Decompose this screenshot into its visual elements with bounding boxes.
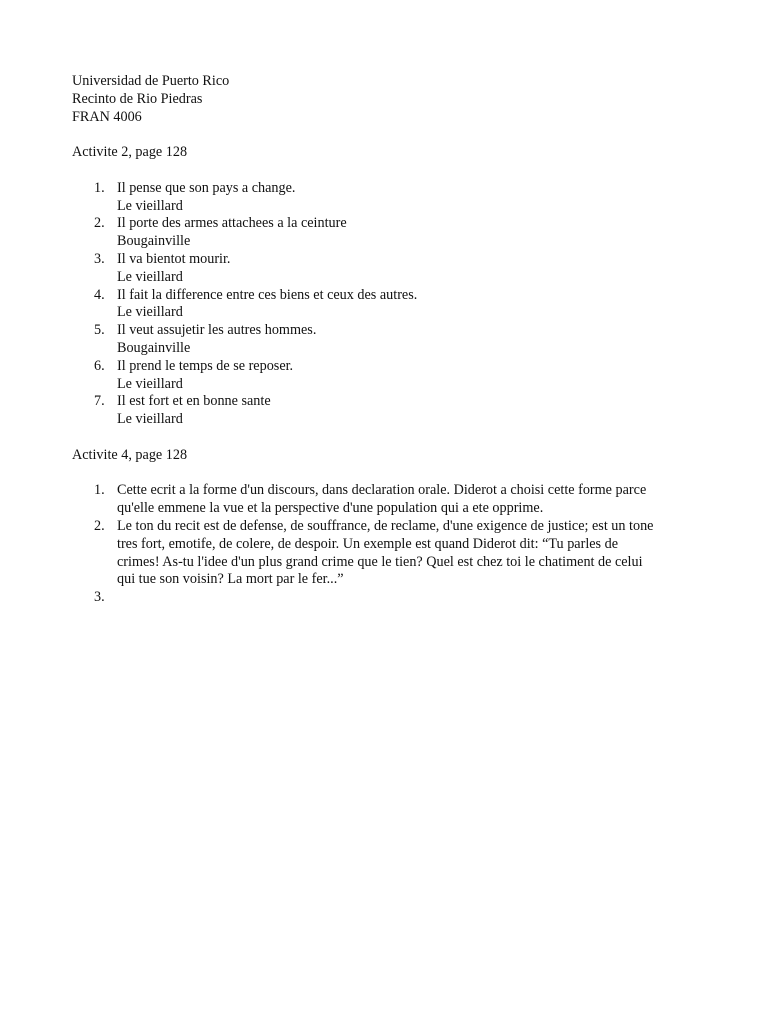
- header-campus: Recinto de Rio Piedras: [72, 90, 203, 107]
- item-answer: Le vieillard: [117, 197, 183, 214]
- item-question: Il pense que son pays a change.: [117, 179, 296, 196]
- activity4-title: Activite 4, page 128: [72, 446, 188, 463]
- list-item: [72, 215, 704, 251]
- list-item: [72, 322, 704, 358]
- spacer: [72, 429, 704, 447]
- item-answer: Bougainville: [117, 233, 191, 250]
- list-item: [72, 287, 704, 323]
- item-question: Il veut assujetir les autres hommes.: [117, 322, 317, 339]
- item-number: 1.: [94, 179, 105, 196]
- list-item: [72, 482, 704, 518]
- document-page: [72, 73, 704, 607]
- header-university: Universidad de Puerto Rico: [72, 73, 230, 89]
- answer-line: qu'elle emmene la vue et la perspective d'une population qui a ete opprime.: [117, 500, 544, 517]
- answer-line: qui tue son voisin? La mort par le fer...”: [117, 571, 344, 588]
- item-question: Il est fort et en bonne sante: [117, 393, 271, 410]
- item-answer: Le vieillard: [117, 375, 183, 392]
- item-number: 6.: [94, 357, 105, 374]
- item-answer: Le vieillard: [117, 304, 183, 321]
- item-answer: Le vieillard: [117, 268, 183, 285]
- spacer: [72, 162, 704, 180]
- item-number: 7.: [94, 393, 105, 410]
- item-question: Il prend le temps de se reposer.: [117, 357, 294, 374]
- list-item: [72, 393, 704, 429]
- item-number: 4.: [94, 286, 105, 303]
- item-question: Il porte des armes attachees a la ceinture: [117, 215, 347, 232]
- activity2-list: [72, 180, 704, 429]
- spacer: [72, 126, 704, 144]
- item-answer: Bougainville: [117, 339, 191, 356]
- activity4-list: [72, 482, 704, 607]
- item-number: 1.: [94, 482, 105, 499]
- item-number: 5.: [94, 322, 105, 339]
- item-number: 2.: [94, 517, 105, 534]
- answer-line: Le ton du recit est de defense, de souffrance, de reclame, d'une exigence de justice; est un tone: [117, 517, 654, 534]
- spacer: [72, 465, 704, 483]
- answer-line: tres fort, emotife, de colere, de despoir. Un exemple est quand Diderot dit: “Tu parles de: [117, 535, 619, 552]
- list-item: [72, 251, 704, 287]
- list-item: [72, 518, 704, 589]
- list-item: [72, 358, 704, 394]
- item-number: 2.: [94, 215, 105, 232]
- item-number: 3.: [94, 250, 105, 267]
- header-course: FRAN 4006: [72, 108, 142, 125]
- item-question: Il va bientot mourir.: [117, 250, 231, 267]
- list-item: [72, 180, 704, 216]
- answer-line: crimes! As-tu l'idee d'un plus grand crime que le tien? Quel est chez toi le chatiment de celui: [117, 553, 643, 570]
- item-number: 3.: [94, 589, 105, 606]
- answer-line: Cette ecrit a la forme d'un discours, dans declaration orale. Diderot a choisi cette forme parce: [117, 482, 647, 499]
- list-item: [72, 589, 704, 607]
- activity2-title: Activite 2, page 128: [72, 144, 188, 161]
- item-answer: Le vieillard: [117, 411, 183, 428]
- item-question: Il fait la difference entre ces biens et ceux des autres.: [117, 286, 418, 303]
